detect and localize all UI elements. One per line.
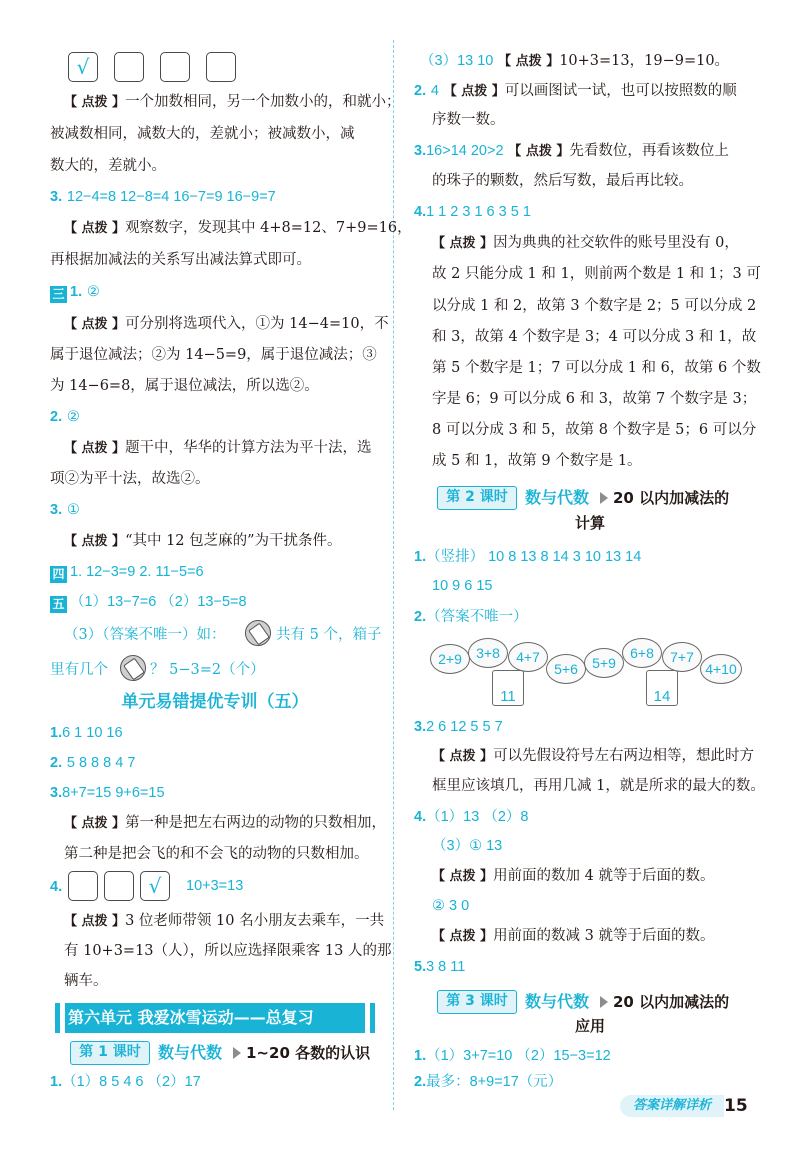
page-number: 15 bbox=[724, 1096, 748, 1116]
answer-text: （1）13 （2）8 bbox=[426, 809, 529, 825]
tip-label: 【 点拨 】 bbox=[64, 95, 126, 110]
tip-text: 可以画图试一试，也可以按照数的顺 bbox=[504, 83, 737, 99]
tip-text: 再根据加减法的关系写出减法算式即可。 bbox=[50, 252, 311, 268]
tip-label: 【 点拨 】 bbox=[64, 534, 126, 549]
question-number: 4. bbox=[414, 809, 427, 825]
lesson-subtitle: 20 以内加减法的 bbox=[613, 489, 730, 507]
tip-text: 题干中，华华的计算方法为平十法，选 bbox=[125, 440, 372, 456]
question-number: 1. bbox=[50, 725, 63, 741]
tip-text: 先看数位，再看该数位上 bbox=[569, 143, 729, 159]
question-number: 1. bbox=[50, 1074, 63, 1090]
tip-label: 【 点拨 】 bbox=[498, 54, 560, 69]
question-number: 1. bbox=[414, 1048, 427, 1064]
answer-line bbox=[50, 752, 135, 773]
answer-text: 1 1 2 3 1 6 3 5 1 bbox=[426, 204, 531, 220]
tip-text: 故 2 只能分成 1 和 1，则前两个数是 1 和 1；3 可 bbox=[432, 266, 761, 282]
answer-text: ？ 5−3=2（个） bbox=[150, 662, 265, 678]
tip-text: “其中 12 包芝麻的”为干扰条件。 bbox=[125, 533, 342, 549]
answer-text: 8+7=15 9+6=15 bbox=[62, 785, 165, 801]
tip-label: 【 点拨 】 bbox=[443, 84, 505, 99]
tip-label: 【 点拨 】 bbox=[432, 236, 494, 251]
tip-text: 成 5 和 1，故第 9 个数字是 1。 bbox=[432, 453, 642, 469]
tip-line bbox=[432, 233, 739, 254]
tip-label: 【 点拨 】 bbox=[508, 144, 570, 159]
answer-box-1 bbox=[68, 52, 98, 82]
unit-6-banner bbox=[50, 1003, 380, 1033]
answer-line bbox=[420, 50, 729, 72]
tip-text: 以分成 1 和 2，故第 3 个数字是 2；5 可以分成 2 bbox=[432, 298, 757, 314]
answer-box-u4-1 bbox=[68, 871, 98, 901]
answer-text: （1）8 5 4 6 （2）17 bbox=[62, 1074, 201, 1090]
section-5 bbox=[50, 591, 247, 613]
answer-text: 里有几个 bbox=[50, 662, 108, 678]
section-4 bbox=[50, 561, 204, 583]
answer-text: ① bbox=[66, 502, 80, 518]
tip-line bbox=[64, 911, 384, 932]
answer-line bbox=[50, 186, 276, 207]
answer-text: （3）13 10 bbox=[420, 53, 494, 69]
check-mark: √ bbox=[148, 874, 162, 898]
question-number: 2. bbox=[414, 609, 427, 625]
answer-line bbox=[50, 1071, 201, 1092]
answer-text: （答案不唯一） bbox=[426, 609, 528, 625]
question-number: 3. bbox=[414, 719, 427, 735]
section-marker: 四 bbox=[50, 566, 67, 583]
tree-leaf bbox=[622, 638, 662, 668]
answer-text: 10 9 6 15 bbox=[432, 578, 493, 594]
question-number: 1. bbox=[414, 549, 427, 565]
tip-text: 被减数相同，减数大的，差就小；被减数小，减 bbox=[50, 126, 355, 142]
lesson-subtitle: 20 以内加减法的 bbox=[613, 993, 730, 1011]
tree-leaf bbox=[430, 644, 470, 674]
answer-box-2 bbox=[114, 52, 144, 82]
tip-line bbox=[64, 314, 389, 335]
answer-text: 共有 5 个，箱子 bbox=[276, 627, 382, 643]
answer-line bbox=[414, 1045, 611, 1066]
answer-box-u4-3 bbox=[140, 871, 170, 901]
answer-text: （1）13−7=6 （2）13−5=8 bbox=[70, 594, 247, 610]
tip-text: 用前面的数减 3 就等于后面的数。 bbox=[493, 928, 715, 944]
answer-line bbox=[414, 956, 465, 977]
unit-review-title: 单元易错提优专训（五） bbox=[121, 692, 309, 712]
tip-label: 【 点拨 】 bbox=[432, 869, 494, 884]
arrow-right-icon bbox=[600, 492, 608, 504]
tip-text: 数大的，差就小。 bbox=[50, 158, 166, 174]
leaf-expression: 3+8 bbox=[476, 645, 500, 661]
tree-trunk bbox=[646, 670, 678, 706]
answer-line bbox=[414, 806, 528, 827]
tip-line bbox=[64, 531, 342, 552]
number-tree-2 bbox=[582, 636, 744, 708]
question-number: 2. bbox=[414, 83, 427, 99]
answer-line bbox=[50, 406, 80, 427]
arrow-right-icon bbox=[600, 996, 608, 1008]
answer-text: 2 6 12 5 5 7 bbox=[426, 719, 503, 735]
leaf-expression: 4+10 bbox=[705, 661, 737, 677]
tip-text: 第一种是把左右两边的动物的只数相加， bbox=[125, 815, 387, 831]
tip-line bbox=[432, 746, 754, 767]
tip-text: 因为典典的社交软件的账号里没有 0， bbox=[493, 235, 739, 251]
footer-tag: 答案详解详析 bbox=[620, 1095, 724, 1117]
section-marker: 三 bbox=[50, 286, 67, 303]
answer-text: 1. 12−3=9 2. 11−5=6 bbox=[70, 564, 204, 580]
lesson-2-header bbox=[437, 486, 757, 510]
lesson-badge: 第 3 课时 bbox=[437, 990, 517, 1014]
trunk-value: 11 bbox=[500, 688, 516, 705]
tip-line bbox=[432, 866, 715, 887]
tip-text: 可以先假设符号左右两边相等，想此时方 bbox=[493, 748, 755, 764]
question-number: 3. bbox=[50, 785, 63, 801]
number-tree-1 bbox=[428, 636, 588, 708]
banner-title: 第六单元 我爱冰雪运动——总复习 bbox=[68, 1008, 314, 1027]
answer-line bbox=[414, 1071, 562, 1092]
tip-label: 【 点拨 】 bbox=[432, 929, 494, 944]
arrow-right-icon bbox=[233, 1047, 241, 1059]
banner-stripe bbox=[365, 1003, 370, 1033]
tip-line bbox=[64, 813, 386, 834]
tip-label: 【 点拨 】 bbox=[64, 816, 126, 831]
answer-line bbox=[414, 606, 528, 627]
question-number: 4. bbox=[414, 204, 427, 220]
leaf-expression: 7+7 bbox=[670, 649, 694, 665]
tip-label: 【 点拨 】 bbox=[64, 914, 126, 929]
lesson-badge: 第 1 课时 bbox=[70, 1041, 150, 1065]
tree-leaf bbox=[700, 654, 742, 684]
tip-line bbox=[64, 218, 412, 239]
tip-text: 8 可以分成 3 和 5，故第 8 个数字是 5；6 可以分 bbox=[432, 422, 757, 438]
tree-trunk bbox=[492, 670, 524, 706]
tip-text: 第二种是把会飞的和不会飞的动物的只数相加。 bbox=[64, 846, 369, 862]
sesame-bag-icon bbox=[245, 620, 271, 646]
q4-number-line bbox=[50, 876, 62, 897]
answer-box-u4-2 bbox=[104, 871, 134, 901]
tip-line bbox=[432, 926, 715, 947]
lesson-topic: 数与代数 bbox=[158, 1043, 223, 1062]
answer-text: （3）（答案不唯一）如： bbox=[64, 627, 226, 643]
tip-line bbox=[64, 438, 372, 459]
answer-text: ② bbox=[66, 409, 80, 425]
section-3-q1 bbox=[50, 281, 100, 303]
tip-text: 有 10+3=13（人），所以应选择限乘客 13 人的那 bbox=[64, 943, 392, 959]
answer-box-4 bbox=[206, 52, 236, 82]
tip-label: 【 点拨 】 bbox=[64, 221, 126, 236]
answer-line bbox=[414, 201, 531, 222]
question-number: 2. bbox=[414, 1074, 427, 1090]
answer-text: ② bbox=[86, 284, 100, 300]
tip-text: 项②为平十法，故选②。 bbox=[50, 471, 210, 487]
tip-text: 辆车。 bbox=[64, 973, 108, 989]
leaf-expression: 2+9 bbox=[438, 651, 462, 667]
tip-text: 序数一数。 bbox=[432, 112, 505, 128]
lesson-subtitle-cont: 应用 bbox=[575, 1017, 606, 1035]
sesame-bag-icon bbox=[120, 655, 146, 681]
tip-text: 10+3=13，19−9=10。 bbox=[559, 53, 730, 69]
tip-text: 3 位老师带领 10 名小朋友去乘车，一共 bbox=[125, 913, 385, 929]
question-number: 2. bbox=[50, 755, 63, 771]
tree-leaf bbox=[546, 654, 586, 684]
tree-leaf bbox=[584, 648, 624, 678]
leaf-expression: 6+8 bbox=[630, 645, 654, 661]
question-number: 1. bbox=[70, 284, 83, 300]
lesson-topic: 数与代数 bbox=[525, 992, 590, 1011]
lesson-3-header bbox=[437, 990, 757, 1014]
answer-text: 10+3=13 bbox=[186, 878, 244, 894]
tree-leaf bbox=[468, 638, 508, 668]
tip-label: 【 点拨 】 bbox=[64, 441, 126, 456]
sec5-3-line1 bbox=[64, 625, 225, 645]
tip-text: 为 14−6=8，属于退位减法，所以选②。 bbox=[50, 378, 319, 394]
lesson-subtitle-cont: 计算 bbox=[575, 514, 606, 532]
tip-text: 可分别将选项代入，①为 14−4=10，不 bbox=[125, 316, 389, 332]
answer-line bbox=[414, 140, 729, 162]
column-divider bbox=[393, 40, 394, 1110]
check-mark: √ bbox=[76, 55, 90, 79]
question-number: 4. bbox=[50, 879, 63, 895]
banner-stripe bbox=[60, 1003, 65, 1033]
tip-text: 观察数字，发现其中 4+8=12、7+9=16， bbox=[125, 220, 412, 236]
answer-line bbox=[50, 499, 80, 520]
lesson-subtitle: 1~20 各数的认识 bbox=[246, 1044, 371, 1062]
question-number: 5. bbox=[414, 959, 427, 975]
tip-text: 框里应该填几，再用几减 1，就是所求的最大的数。 bbox=[432, 778, 765, 794]
tip-text: 和 3，故第 4 个数字是 3；4 可以分成 3 和 1，故 bbox=[432, 329, 757, 345]
tip-text: 的珠子的颗数，然后写数，最后再比较。 bbox=[432, 173, 693, 189]
tip-label: 【 点拨 】 bbox=[64, 317, 126, 332]
leaf-expression: 4+7 bbox=[516, 649, 540, 665]
answer-text: 3 8 11 bbox=[426, 959, 466, 975]
question-number: 3. bbox=[50, 189, 63, 205]
tip-text: 用前面的数加 4 就等于后面的数。 bbox=[493, 868, 715, 884]
answer-line bbox=[50, 782, 165, 803]
banner-stripe bbox=[50, 1003, 55, 1033]
question-number: 3. bbox=[414, 143, 427, 159]
section-marker: 五 bbox=[50, 596, 67, 613]
question-number: 3. bbox=[50, 502, 63, 518]
tip-text: 属于退位减法；②为 14−5=9，属于退位减法；③ bbox=[50, 347, 377, 363]
answer-box-3 bbox=[160, 52, 190, 82]
answer-text: （竖排） 10 8 13 8 14 3 10 13 14 bbox=[426, 549, 642, 565]
trunk-value: 14 bbox=[653, 688, 671, 705]
lesson-topic: 数与代数 bbox=[525, 488, 590, 507]
answer-text: 16>14 20>2 bbox=[426, 143, 504, 159]
lesson-1-header bbox=[70, 1041, 370, 1065]
leaf-expression: 5+6 bbox=[554, 661, 578, 677]
answer-line bbox=[414, 546, 641, 567]
answer-text: 12−4=8 12−8=4 16−7=9 16−9=7 bbox=[66, 189, 276, 205]
tip-text: 第 5 个数字是 1；7 可以分成 1 和 6，故第 6 个数 bbox=[432, 360, 761, 376]
answer-text: ② 3 0 bbox=[432, 898, 470, 914]
tree-leaf bbox=[662, 642, 702, 672]
answer-line bbox=[414, 80, 737, 102]
banner-stripe bbox=[375, 1003, 380, 1033]
answer-line bbox=[414, 716, 503, 737]
lesson-badge: 第 2 课时 bbox=[437, 486, 517, 510]
tip-text: 一个加数相同，另一个加数小的，和就小； bbox=[125, 94, 401, 110]
question-number: 2. bbox=[50, 409, 63, 425]
answer-text: 6 1 10 16 bbox=[62, 725, 123, 741]
tip-text: 字是 6；9 可以分成 6 和 3，故第 7 个数字是 3； bbox=[432, 391, 757, 407]
tip-line bbox=[64, 92, 401, 113]
leaf-expression: 5+9 bbox=[592, 655, 616, 671]
answer-text: （3）① 13 bbox=[432, 838, 503, 854]
answer-line bbox=[50, 722, 123, 743]
tree-leaf bbox=[508, 642, 548, 672]
answer-text: （1）3+7=10 （2）15−3=12 bbox=[426, 1048, 611, 1064]
answer-text: 5 8 8 8 4 7 bbox=[66, 755, 136, 771]
answer-text: 4 bbox=[430, 83, 439, 99]
answer-text: 最多：8+9=17（元） bbox=[426, 1074, 563, 1090]
tip-label: 【 点拨 】 bbox=[432, 749, 494, 764]
